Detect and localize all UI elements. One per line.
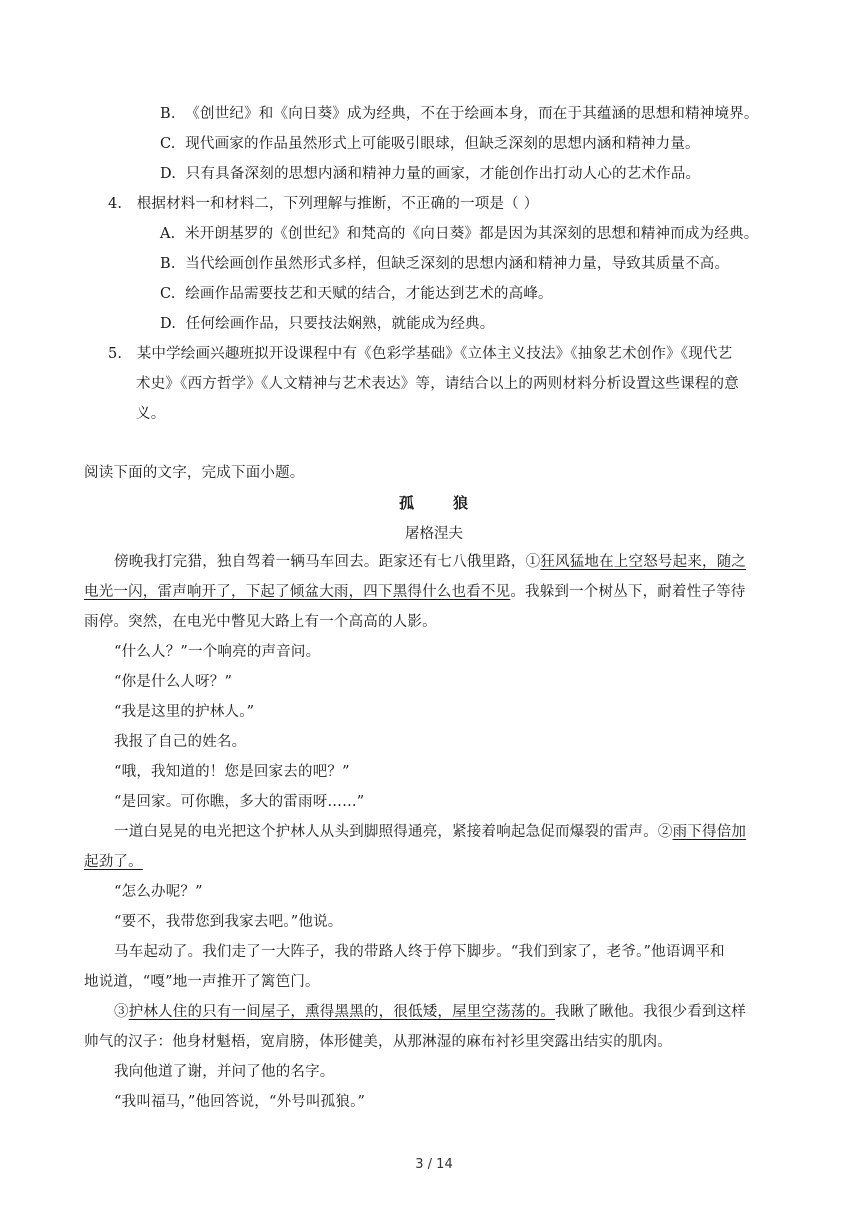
q4-option-c — [160, 284, 553, 304]
q3-option-c — [160, 134, 700, 154]
question-text: 义。 — [136, 406, 166, 422]
plain-text: 一道白晃晃的电光把这个护林人从头到脚照得通亮，紧接着响起急促而爆裂的雷声。② — [114, 824, 673, 840]
option-label: D. — [160, 316, 177, 332]
story-dialogue: “我叫福马，”他回答说，“外号叫孤狼。” — [114, 1094, 366, 1110]
story-dialogue: “要不，我带您到我家去吧。”他说。 — [114, 914, 343, 930]
question-text: 术史》《西方哲学》《人文精神与艺术表达》等，请结合以上的两则材料分析设置这些课程的意 — [136, 376, 739, 392]
q3-option-b — [160, 104, 759, 124]
story-line — [114, 552, 746, 572]
option-text: 现代画家的作品虽然形式上可能吸引眼球，但缺乏深刻的思想内涵和精神力量。 — [185, 136, 700, 152]
story-line: 帅气的汉子：他身材魁梧，宽肩膀，体形健美，从那淋湿的麻布衬衫里突露出结实的肌肉。 — [84, 1034, 672, 1050]
story-line: 我向他道了谢，并问了他的名字。 — [114, 1064, 335, 1080]
question-number: 4. — [108, 196, 123, 212]
underlined-text: 护林人住的只有一间屋子，熏得黑黑的，很低矮，屋里空荡荡的。 — [128, 1004, 556, 1020]
plain-text: 。我躲到一个树丛下，耐着性子等待 — [510, 584, 746, 600]
story-line: 马车起动了。我们走了一大阵子，我的带路人终于停下脚步。“我们到家了，老爷。”他语调平和 — [114, 944, 725, 960]
story-line — [114, 1002, 746, 1022]
option-text: 只有具备深刻的思想内涵和精神力量的画家，才能创作出打动人心的艺术作品。 — [185, 166, 701, 182]
option-text: 米开朗基罗的《创世纪》和梵高的《向日葵》都是因为其深刻的思想和精神而成为经典。 — [185, 226, 759, 242]
story-dialogue: “我是这里的护林人。” — [114, 704, 255, 720]
option-label: B. — [160, 256, 176, 272]
story-line: 雨停。突然，在电光中瞥见大路上有一个高高的人影。 — [84, 614, 437, 630]
story-line — [84, 852, 143, 872]
q4-option-d — [160, 314, 494, 334]
story-dialogue: “怎么办呢？” — [114, 884, 203, 900]
plain-text: 傍晚我打完猎，独自驾着一辆马车回去。距家还有七八俄里路，① — [114, 554, 541, 570]
option-label: A. — [160, 226, 176, 242]
story-dialogue: “什么人？”一个响亮的声音问。 — [114, 644, 321, 660]
q5-stem-line1 — [108, 344, 732, 364]
option-label: D. — [160, 166, 177, 182]
q5-stem-line2 — [136, 374, 739, 394]
story-title — [0, 492, 868, 513]
underlined-text: 雨下得倍加 — [672, 824, 747, 840]
page-number: 3 / 14 — [415, 1157, 453, 1172]
q4-option-a — [160, 224, 758, 244]
q4-option-b — [160, 254, 729, 274]
story-line: 我报了自己的姓名。 — [114, 734, 247, 750]
story-dialogue: “你是什么人呀？” — [114, 674, 233, 690]
option-text: 任何绘画作品，只要技法娴熟，就能成为经典。 — [185, 316, 495, 332]
question-text: 根据材料一和材料二，下列理解与推断，不正确的一项是（ ） — [136, 196, 539, 212]
story-line: 地说道，“嘎”地一声推开了篱笆门。 — [84, 974, 320, 990]
question-number: 5. — [108, 346, 123, 362]
question-text: 某中学绘画兴趣班拟开设课程中有《色彩学基础》《立体主义技法》《抽象艺术创作》《现代艺 — [136, 346, 733, 362]
story-author: 屠格涅夫 — [405, 526, 463, 542]
underlined-text: 狂风猛地在上空怒号起来，随之 — [540, 554, 747, 570]
plain-text: 我瞅了瞅他。我很少看到这样 — [555, 1004, 747, 1020]
q3-option-d — [160, 164, 700, 184]
underlined-text: 电光一闪，雷声响开了，下起了倾盆大雨，四下黑得什么也看不见 — [84, 584, 511, 600]
underlined-text: 起劲了。 — [84, 854, 143, 870]
option-text: 绘画作品需要技艺和天赋的结合，才能达到艺术的高峰。 — [185, 286, 553, 302]
option-label: B. — [160, 106, 176, 122]
story-dialogue: “哦，我知道的！您是回家去的吧？” — [114, 764, 350, 780]
option-text: 《创世纪》和《向日葵》成为经典，不在于绘画本身，而在于其蕴涵的思想和精神境界。 — [185, 106, 759, 122]
option-text: 当代绘画创作虽然形式多样，但缺乏深刻的思想内涵和精神力量，导致其质量不高。 — [185, 256, 730, 272]
story-line — [84, 582, 746, 602]
option-label: C. — [160, 286, 176, 302]
sentence-marker: ③ — [114, 1004, 129, 1020]
option-label: C. — [160, 136, 176, 152]
story-dialogue: “是回家。可你瞧，多大的雷雨呀……” — [114, 794, 365, 810]
q5-stem-line3 — [136, 404, 165, 424]
q4-stem — [108, 194, 538, 214]
title-char: 孤 — [398, 494, 415, 512]
title-char: 狼 — [453, 494, 470, 512]
reading-instruction: 阅读下面的文字，完成下面小题。 — [84, 465, 305, 481]
story-line — [114, 822, 746, 842]
